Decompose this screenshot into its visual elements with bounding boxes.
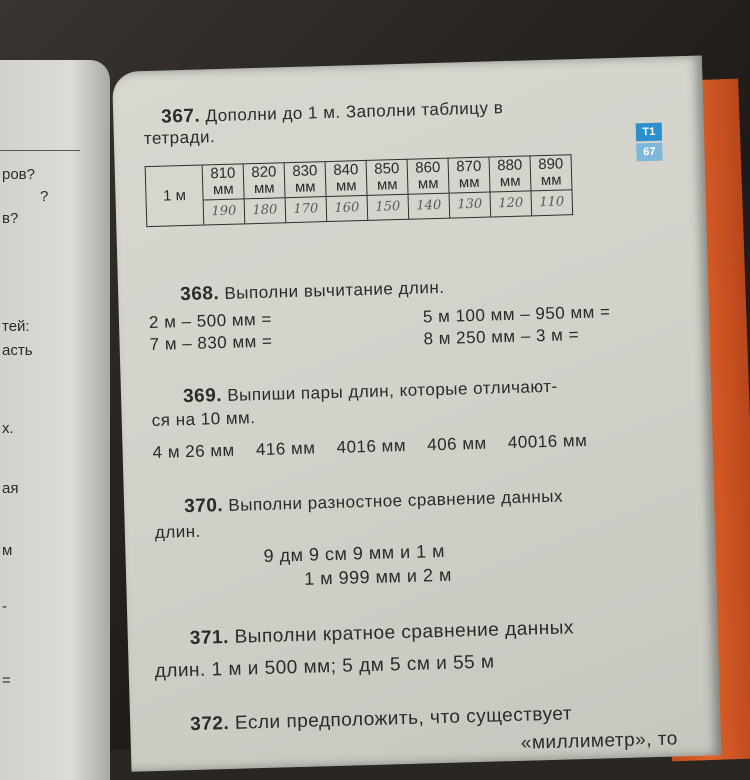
exercise-367-line2: тетради. — [143, 127, 216, 149]
exercise-text: Выпиши пары длин, которые отличают- — [227, 376, 558, 405]
exercise-number: 370. — [183, 495, 224, 518]
textbook-page — [112, 56, 721, 772]
handwritten-answer: 130 — [449, 192, 491, 218]
exercise-367-table — [145, 154, 574, 227]
exercise-370-line1 — [184, 486, 563, 519]
exercise-372-line1 — [190, 703, 572, 736]
length-value: 4 м 26 мм — [152, 440, 235, 463]
handwritten-answer: 160 — [326, 195, 368, 221]
left-fragment: ? — [40, 188, 49, 205]
length-value: 416 мм — [255, 438, 316, 460]
handwritten-answer: 170 — [285, 197, 327, 223]
exercise-text: Если предположить, что существует — [234, 703, 573, 734]
expression: 2 м – 500 мм = — [148, 309, 273, 333]
exercise-371-line1 — [190, 617, 575, 650]
comparison-pair: 1 м 999 мм и 2 м — [303, 564, 453, 589]
left-fragment: ров? — [2, 166, 35, 183]
exercise-number: 367. — [160, 105, 201, 128]
left-fragment: ая — [2, 480, 19, 497]
table-cell: 870 мм — [448, 157, 490, 193]
exercise-368-title — [180, 277, 445, 306]
expression: 8 м 250 мм – 3 м = — [423, 325, 580, 349]
exercise-text: Выполни разностное сравнение данных — [228, 486, 564, 515]
exercise-number: 372. — [189, 712, 230, 736]
exercise-371-line2: длин. 1 м и 500 мм; 5 дм 5 см и 55 м — [154, 651, 495, 683]
left-fragment: - — [2, 598, 7, 615]
handwritten-answer: 190 — [203, 199, 245, 225]
handwritten-answer: 150 — [367, 194, 409, 220]
exercise-text: Выполни вычитание длин. — [224, 277, 445, 303]
table-cell: 880 мм — [489, 156, 531, 192]
table-cell: 850 мм — [366, 159, 408, 195]
exercise-text: Дополни до 1 м. Заполни таблицу в — [205, 98, 504, 126]
exercise-number: 371. — [189, 626, 230, 650]
left-fragment: = — [2, 672, 11, 689]
exercise-number: 369. — [182, 385, 223, 408]
exercise-370-line2: длин. — [154, 521, 202, 542]
exercise-367-line1 — [161, 97, 504, 129]
expression: 5 м 100 мм – 950 мм = — [422, 302, 611, 327]
reference-badge: 67 — [636, 143, 662, 162]
exercise-372-line2: «миллиметр», то — [520, 728, 679, 754]
handwritten-answer: 140 — [408, 193, 450, 219]
table-cell: 810 мм — [202, 164, 244, 200]
left-fragment: х. — [2, 420, 14, 437]
left-page — [0, 60, 110, 780]
length-value: 406 мм — [426, 433, 487, 455]
table-cell: 890 мм — [530, 155, 572, 191]
table-cell: 860 мм — [407, 158, 449, 194]
exercise-369-line2: ся на 10 мм. — [151, 408, 256, 431]
length-value: 4016 мм — [336, 435, 407, 457]
divider — [0, 150, 80, 151]
left-fragment: м — [2, 542, 13, 559]
table-cell: 820 мм — [243, 163, 285, 199]
left-fragment: асть — [2, 342, 33, 359]
exercise-text: Выполни кратное сравнение данных — [234, 617, 575, 648]
reference-badge: Т1 — [636, 123, 662, 142]
left-fragment: тей: — [2, 318, 30, 335]
length-values — [152, 431, 587, 463]
comparison-pair: 9 дм 9 см 9 мм и 1 м — [263, 540, 446, 566]
exercise-number: 368. — [179, 283, 220, 306]
handwritten-answer: 110 — [531, 190, 573, 216]
handwritten-answer: 120 — [490, 191, 532, 217]
table-row-label: 1 м — [145, 165, 204, 227]
length-value: 40016 мм — [507, 430, 588, 453]
table-cell: 830 мм — [284, 162, 326, 198]
table-cell: 840 мм — [325, 160, 367, 196]
expression: 7 м – 830 мм = — [149, 331, 273, 355]
exercise-369-line1 — [183, 376, 558, 408]
handwritten-answer: 180 — [244, 198, 286, 224]
left-fragment: в? — [2, 210, 19, 227]
